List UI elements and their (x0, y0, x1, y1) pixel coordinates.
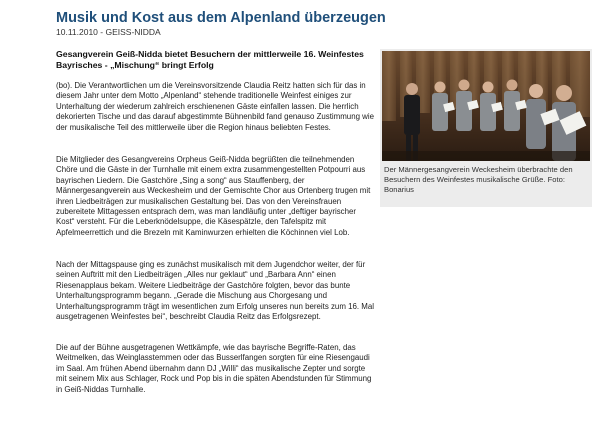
article-headline: Musik und Kost aus dem Alpenland überzeugen (56, 10, 386, 26)
article-paragraph-1: (bo). Die Verantwortlichen um die Vereinsvorsitzende Claudia Reitz hatten sich für das in diesem Jahr unter dem Motto „Alpenland“ stehende traditionelle Weinfest einiges zur Unterhaltung der wiederum zahlreich erschienenen Gäste einfallen lassen. Die herrlich dekorierten Tische und das darauf abgestimmte Bühnenbild fand genauso Zustimmung wie der musikalische Teil des mittlerweile über die Region hinaus beliebten Festes. (56, 81, 375, 132)
article-paragraph-3: Nach der Mittagspause ging es zunächst musikalisch mit dem Jugendchor weiter, der für seinen Auftritt mit den Liedbeiträgen „Alles nur geklaut“ und „Barbara Ann“ einen Riesenapplaus bekam. Weitere Liedbeiträge der Gastchöre folgten, bevor das bunte Unterhaltungsprogramm begann. „Gerade die Mischung aus Chorgesang und Unterhaltungsprogramm trägt im wesentlichen zum Erfolg unseres nun bereits zum 16. Mal ausgetragenen Weinfestes bei“, beschreibt Claudia Reitz das Erfolgsrezept. (56, 260, 374, 322)
article-dateline: 10.11.2010 - GEISS-NIDDA (56, 27, 161, 37)
photo-box (380, 49, 592, 207)
article-paragraph-2: Die Mitglieder des Gesangvereins Orpheus Geiß-Nidda begrüßten die teilnehmenden Chöre und die Gäste in der Turnhalle mit einem extra zusammengestellten Potpourri aus bayrischen Liedern. Die Gastchöre „Sing a song“ aus Stauffenberg, der Männergesangverein aus Weckesheim und der Gemischte Chor aus Ortenberg trugen mit ihren Liedbeiträgen zur musikalischen Gestaltung bei. Das von den Vereinsfrauen zubereitete Mittagessen entsprach dem, was man landläufig unter „deftiger bayrischer Kost“ versteht. Für die Leberknödelsuppe, die Käsespätzle, den Tafelspitz mit Apfelmeerrettich und die Brezeln mit Kaminwurzen erhielten die Köchinnen viel Lob. (56, 155, 371, 237)
choir-photo (382, 51, 590, 161)
article-paragraph-4: Die auf der Bühne ausgetragenen Wettkämpfe, wie das bayrische Begriffe-Raten, das Weitmelken, das Weinglasstemmen oder das Busserlfangen sorgten für eine Riesengaudi im Saal. Am frühen Abend übernahm dann DJ „Willi“ das musikalische Zepter und sorgte mit seinem Mix aus Schlager, Rock und Pop bis in die späten Abendstunden für Stimmung in Geiß-Niddas Turnhalle. (56, 343, 372, 394)
photo-caption: Der Männergesangverein Weckesheim überbrachte den Besuchern des Weinfestes musikalische Grüße. Foto: Bonarius (384, 165, 573, 194)
article-lead: Gesangverein Geiß-Nidda bietet Besuchern der mittlerweile 16. Weinfestes Bayrisches - „Mischung“ bringt Erfolg (56, 49, 364, 70)
